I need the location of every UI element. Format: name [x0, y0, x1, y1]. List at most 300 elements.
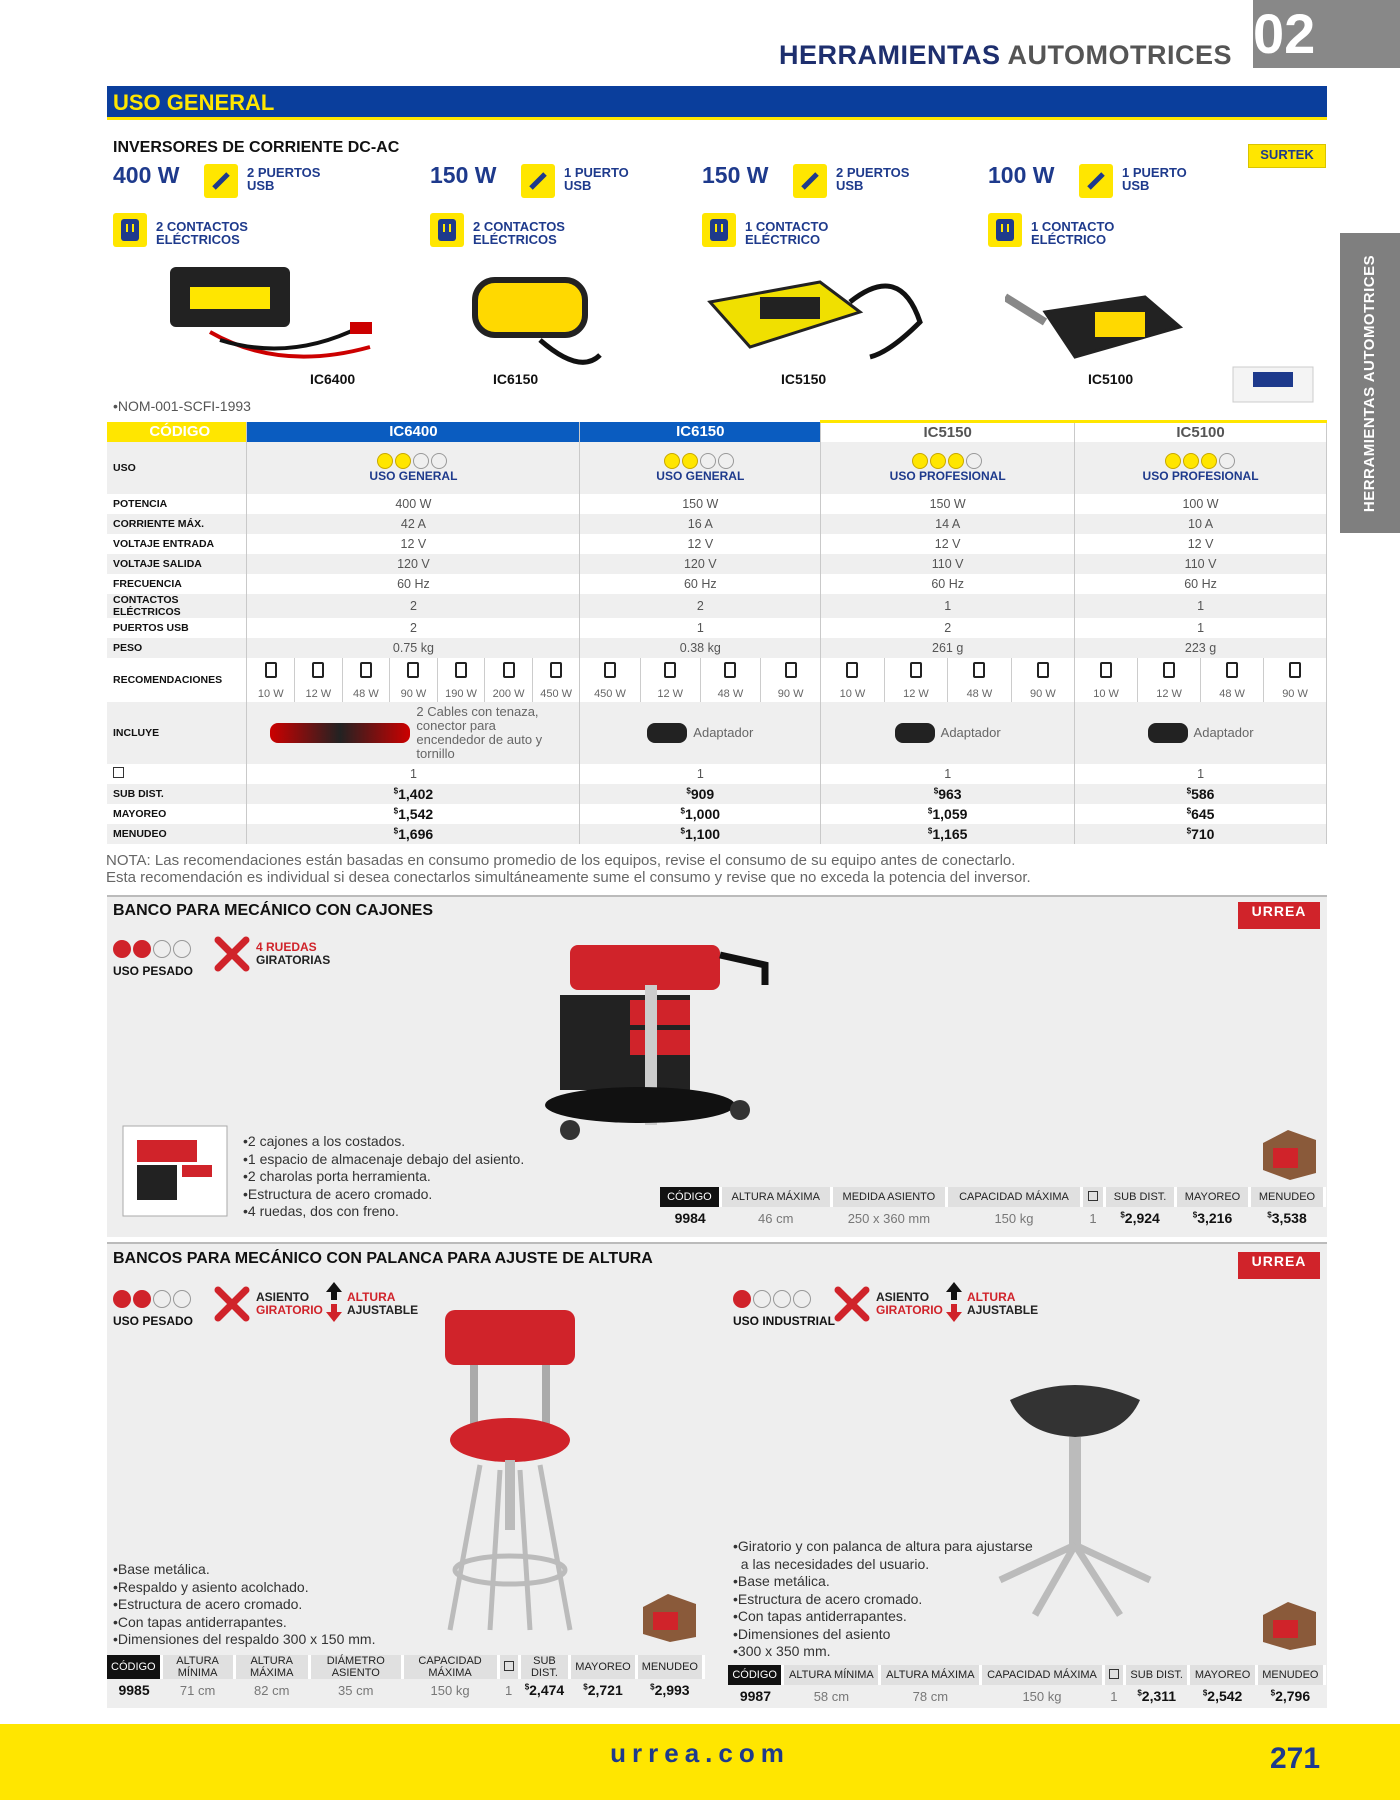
recom-watt: 48 W: [717, 687, 744, 700]
page-number: 271: [1270, 1742, 1321, 1775]
table-header: MENUDEO: [1250, 1187, 1325, 1207]
spec-recom: [247, 658, 580, 702]
table-header: DIÁMETRO ASIENTO: [309, 1655, 402, 1679]
price-cell: $1,542: [247, 804, 580, 824]
inverter-model-label: IC6150: [493, 371, 539, 387]
table-cell: $2,474: [524, 1682, 565, 1698]
recom-item: [701, 658, 761, 702]
spec-label: [107, 764, 247, 784]
spec-label: PESO: [107, 638, 247, 658]
recom-watt: 12 W: [305, 687, 332, 700]
spec-label: MENUDEO: [107, 824, 247, 844]
usb-icon: [204, 164, 238, 198]
spec-cell: 60 Hz: [1075, 574, 1327, 594]
catalog-title: [0, 40, 1232, 71]
usage-label: USO GENERAL: [656, 468, 745, 483]
device-icon: [1037, 662, 1049, 678]
spec-row: [107, 618, 1327, 638]
table-cell: $2,721: [583, 1682, 623, 1698]
stool-right-bullets: [733, 1538, 1033, 1661]
spec-label: CÓDIGO: [107, 422, 247, 442]
spec-cell: 1: [1075, 594, 1327, 618]
table-header: MAYOREO: [570, 1655, 636, 1679]
bullet-item: •Dimensiones del asiento: [733, 1625, 891, 1642]
device-icon: [360, 662, 372, 678]
stool-left-usage-label: USO PESADO: [113, 1314, 194, 1328]
table-header: CAPACIDAD MÁXIMA: [402, 1655, 498, 1679]
includes-text: 2 Cables con tenaza, conector para encendedor de auto y tornillo: [416, 703, 543, 761]
spec-label: CORRIENTE MÁX.: [107, 514, 247, 534]
price-cell: $1,402: [247, 784, 580, 804]
table-cell: $2,311: [1137, 1688, 1177, 1704]
table-header: MAYOREO: [1176, 1187, 1250, 1207]
table-header: ALTURA MÁXIMA: [234, 1655, 309, 1679]
recom-watt: 48 W: [1219, 687, 1245, 700]
bench-box-image: [1258, 1128, 1318, 1180]
usage-label: USO GENERAL: [369, 468, 458, 483]
bench-usage-rating: [113, 940, 193, 958]
table-header: CAPACIDAD MÁXIMA: [981, 1665, 1103, 1685]
bench-image: [540, 925, 770, 1155]
spec-includes: [1075, 702, 1327, 764]
recom-item: [533, 658, 580, 702]
spec-label: INCLUYE: [107, 702, 247, 764]
stool-right-feature-2: ALTURA AJUSTABLE: [967, 1290, 1039, 1317]
table-header: SUB DIST.: [519, 1655, 570, 1679]
spec-cell: 14 A: [821, 514, 1075, 534]
pack-icon: [1109, 1669, 1119, 1679]
pack-icon: [504, 1661, 514, 1671]
inverter-watt: 400 W: [113, 162, 180, 188]
bench-usage-label: USO PESADO: [113, 964, 194, 978]
table-cell: $2,924: [1120, 1210, 1160, 1226]
swivel-seat-icon-2: [832, 1284, 874, 1324]
spec-cell: 400 W: [247, 494, 580, 514]
price-cell: $645: [1075, 804, 1327, 824]
usage-label: USO PROFESIONAL: [1142, 468, 1259, 483]
price-cell: $586: [1075, 784, 1327, 804]
spec-recom: [580, 658, 821, 702]
inverter-model-label: IC6400: [310, 371, 356, 387]
spec-usage: [247, 442, 580, 494]
usb-icon: [521, 164, 555, 198]
recom-watt: 450 W: [594, 687, 626, 700]
outlet-icon: [430, 213, 464, 247]
recom-item: [485, 658, 533, 702]
usage-rating: [580, 453, 820, 469]
device-icon: [312, 662, 324, 678]
spec-cell: 1: [1075, 764, 1327, 784]
table-cell: $3,538: [1267, 1210, 1307, 1226]
recom-item: [1264, 658, 1326, 702]
spec-row: [107, 764, 1327, 784]
inverter-model-label: IC5150: [781, 371, 827, 387]
recom-item: [438, 658, 486, 702]
price-cell: $1,059: [821, 804, 1075, 824]
inverter-contacts-label: 2 CONTACTOS ELÉCTRICOS: [156, 219, 248, 247]
spec-cell: 42 A: [247, 514, 580, 534]
stool-right-box-image: [1258, 1600, 1318, 1650]
bullet-item: •4 ruedas, dos con freno.: [243, 1203, 399, 1219]
price-cell: $909: [580, 784, 821, 804]
inverter-model-label: IC5100: [1088, 371, 1134, 387]
outlet-icon: [113, 213, 147, 247]
chapter-number: 02: [1253, 0, 1400, 68]
recom-watt: 90 W: [1030, 687, 1056, 700]
spec-row: [107, 442, 1327, 494]
device-icon: [664, 662, 676, 678]
table-cell: 1: [504, 1682, 513, 1698]
recom-item: [1075, 658, 1138, 702]
surtek-logo: SURTEK: [1248, 144, 1326, 168]
spec-row: [107, 638, 1327, 658]
adapter-icon: [647, 723, 687, 743]
table-cell: $2,542: [1202, 1688, 1243, 1704]
swivel-wheels-icon: [212, 934, 254, 974]
bullet-item: •Giratorio y con palanca de altura para ajustarse: [733, 1538, 1033, 1554]
table-header: MEDIDA ASIENTO: [831, 1187, 947, 1207]
stool-9985-image: [430, 1305, 590, 1635]
spec-cell: 12 V: [1075, 534, 1327, 554]
inverter-contacts-label: 1 CONTACTO ELÉCTRICO: [1031, 219, 1115, 247]
bullet-item: •1 espacio de almacenaje debajo del asiento.: [243, 1150, 525, 1167]
spec-cell: 1: [821, 594, 1075, 618]
device-icon: [846, 662, 858, 678]
spec-cell: 12 V: [247, 534, 580, 554]
table-cell: $2,796: [1270, 1688, 1311, 1704]
spec-includes: [821, 702, 1075, 764]
table-header: SUB DIST.: [1124, 1665, 1188, 1685]
inverter-usb-label: 2 PUERTOS USB: [247, 165, 321, 193]
spec-cell: 12 V: [821, 534, 1075, 554]
table-header: CÓDIGO: [107, 1655, 161, 1679]
side-tab-label: HERRAMIENTAS AUTOMOTRICES: [1361, 254, 1379, 512]
bullet-item: •2 cajones a los costados.: [243, 1133, 406, 1149]
includes-text: Adaptador: [693, 724, 754, 740]
outlet-icon: [988, 213, 1022, 247]
device-icon: [724, 662, 736, 678]
price-cell: $1,165: [821, 824, 1075, 844]
bullet-item: •Estructura de acero cromado.: [733, 1590, 923, 1607]
recom-watt: 12 W: [903, 687, 929, 700]
adapter-icon: [1148, 723, 1188, 743]
spec-usage: [580, 442, 821, 494]
price-row: [107, 824, 1327, 844]
stool-left-usage-rating: [113, 1290, 193, 1308]
spec-label: PUERTOS USB: [107, 618, 247, 638]
stool-right-usage-rating: [733, 1290, 813, 1308]
recom-watt: 10 W: [1093, 687, 1119, 700]
stools-title: BANCOS PARA MECÁNICO CON PALANCA PARA AJUSTE DE ALTURA: [113, 1250, 653, 1267]
device-icon: [265, 662, 277, 678]
inverter-watt: 150 W: [702, 162, 769, 188]
spec-cell: 2: [580, 594, 821, 618]
device-icon: [910, 662, 922, 678]
inverter-usb-label: 1 PUERTO USB: [564, 165, 629, 193]
spec-cell: 100 W: [1075, 494, 1327, 514]
stool-right-feature-1: ASIENTO GIRATORIO: [876, 1290, 943, 1317]
spec-code: IC6150: [580, 422, 821, 442]
spec-cell: 1: [580, 764, 821, 784]
spec-header-row: [107, 422, 1327, 442]
table-header: CÓDIGO: [728, 1665, 783, 1685]
note-line-1: NOTA: Las recomendaciones están basadas en consumo promedio de los equipos, revise el consumo de su equipo antes de conectarlo.: [106, 852, 1016, 869]
price-cell: $1,696: [247, 824, 580, 844]
height-adjust-icon: [324, 1280, 344, 1324]
spec-row: [107, 494, 1327, 514]
spec-includes: [247, 702, 580, 764]
table-cell: 1: [1110, 1688, 1118, 1704]
usage-rating: [247, 453, 579, 469]
spec-recom: [1075, 658, 1327, 702]
adapter-icon: [895, 723, 935, 743]
recom-watt: 90 W: [400, 687, 427, 700]
bullet-item: •Con tapas antiderrapantes.: [113, 1613, 287, 1630]
recom-watt: 200 W: [492, 687, 525, 700]
device-icon: [1226, 662, 1238, 678]
table-cell: 150 kg: [430, 1682, 470, 1698]
table-cell: 9987: [739, 1688, 771, 1704]
spec-cell: 1: [1075, 618, 1327, 638]
stool-left-feature-2: ALTURA AJUSTABLE: [347, 1290, 419, 1317]
recom-item: [948, 658, 1011, 702]
section-bar: [107, 86, 1327, 120]
usb-icon: [793, 164, 827, 198]
device-icon: [973, 662, 985, 678]
device-icon: [455, 662, 467, 678]
bench-title: BANCO PARA MECÁNICO CON CAJONES: [113, 902, 434, 919]
table-cell: $3,216: [1192, 1210, 1233, 1226]
spec-cell: 1: [580, 618, 821, 638]
recom-watt: 90 W: [1282, 687, 1308, 700]
table-header: MENUDEO: [1256, 1665, 1324, 1685]
bullet-item: •Estructura de acero cromado.: [243, 1185, 433, 1202]
inverter-usb-label: 1 PUERTO USB: [1122, 165, 1187, 193]
spec-cell: 0.38 kg: [580, 638, 821, 658]
bullet-item: a las necesidades del usuario.: [733, 1555, 930, 1572]
price-row: [107, 804, 1327, 824]
inverter-usb-label: 2 PUERTOS USB: [836, 165, 910, 193]
price-cell: $963: [821, 784, 1075, 804]
table-header: [1081, 1187, 1104, 1207]
spec-cell: 1: [247, 764, 580, 784]
spec-code: IC5150: [821, 422, 1075, 442]
note-line-2: Esta recomendación es individual si desea conectarlos simultáneamente sume el consumo y revise que no exceda la potencia del inversor.: [106, 869, 1031, 886]
spec-recom: [821, 658, 1075, 702]
recom-watt: 10 W: [257, 687, 284, 700]
recom-item: [641, 658, 701, 702]
spec-row: [107, 702, 1327, 764]
spec-cell: 1: [821, 764, 1075, 784]
table-cell: 46 cm: [758, 1210, 794, 1226]
spec-cell: 60 Hz: [821, 574, 1075, 594]
spec-code: IC5100: [1075, 422, 1327, 442]
pack-icon: [1088, 1191, 1098, 1201]
device-icon: [1163, 662, 1175, 678]
recom-item: [247, 658, 295, 702]
title-light: AUTOMOTRICES: [1007, 40, 1232, 70]
recom-watt: 450 W: [540, 687, 573, 700]
stool-left-feature-1: ASIENTO GIRATORIO: [256, 1290, 323, 1317]
bullet-item: •Base metálica.: [733, 1573, 830, 1589]
device-icon: [407, 662, 419, 678]
table-cell: 82 cm: [254, 1682, 290, 1698]
spec-label: POTENCIA: [107, 494, 247, 514]
spec-label: RECOMENDACIONES: [107, 658, 247, 702]
bullet-item: •Con tapas antiderrapantes.: [733, 1608, 907, 1624]
price-row: [107, 784, 1327, 804]
table-cell: 35 cm: [338, 1682, 374, 1698]
urrea-logo: URREA: [1238, 902, 1320, 929]
spec-code: IC6400: [247, 422, 580, 442]
includes-text: Adaptador: [940, 724, 1001, 740]
spec-label: MAYOREO: [107, 804, 247, 824]
recom-item: [343, 658, 391, 702]
table-header: MENUDEO: [636, 1655, 703, 1679]
table-header: ALTURA MÍNIMA: [783, 1665, 880, 1685]
device-icon: [1289, 662, 1301, 678]
table-cell: 9985: [118, 1682, 150, 1698]
spec-usage: [1075, 442, 1327, 494]
recom-item: [390, 658, 438, 702]
price-cell: $1,000: [580, 804, 821, 824]
stool-right-price-table: [728, 1665, 1326, 1707]
inverter-ic6400-image: [160, 252, 390, 382]
table-header: ALTURA MÍNIMA: [161, 1655, 234, 1679]
table-cell: 250 x 360 mm: [847, 1210, 931, 1226]
table-header: MAYOREO: [1189, 1665, 1256, 1685]
price-cell: $710: [1075, 824, 1327, 844]
table-header: SUB DIST.: [1105, 1187, 1176, 1207]
spec-cell: 223 g: [1075, 638, 1327, 658]
inverter-spec-table: [107, 420, 1327, 844]
stool-right-usage-label: USO INDUSTRIAL: [733, 1314, 835, 1328]
spec-cell: 60 Hz: [580, 574, 821, 594]
inverters-title: INVERSORES DE CORRIENTE DC-AC: [113, 139, 400, 156]
spec-usage: [821, 442, 1075, 494]
inverter-ic5150-image: [700, 262, 930, 372]
height-adjust-icon-2: [944, 1280, 964, 1324]
spec-cell: 150 W: [821, 494, 1075, 514]
recom-item: [761, 658, 820, 702]
device-icon: [785, 662, 797, 678]
inverter-ic6150-image: [460, 255, 610, 380]
table-cell: 150 kg: [994, 1210, 1034, 1226]
spec-label: CONTACTOS ELÉCTRICOS: [107, 594, 247, 618]
recom-item: [821, 658, 884, 702]
spec-cell: 120 V: [247, 554, 580, 574]
spec-row: [107, 594, 1327, 618]
recom-watt: 12 W: [1156, 687, 1182, 700]
spec-cell: 60 Hz: [247, 574, 580, 594]
spec-label: SUB DIST.: [107, 784, 247, 804]
table-header: CAPACIDAD MÁXIMA: [947, 1187, 1082, 1207]
spec-label: FRECUENCIA: [107, 574, 247, 594]
spec-row: [107, 514, 1327, 534]
table-cell: 1: [1089, 1210, 1097, 1226]
includes-text: Adaptador: [1193, 724, 1254, 740]
table-header: [498, 1655, 519, 1679]
recom-item: [295, 658, 343, 702]
section-title: USO GENERAL: [113, 90, 275, 115]
table-cell: 58 cm: [813, 1688, 850, 1704]
norm-label: •NOM-001-SCFI-1993: [113, 398, 251, 414]
table-header: CÓDIGO: [660, 1187, 720, 1207]
table-cell: 9984: [674, 1210, 706, 1226]
cables-icon: [270, 723, 410, 743]
device-icon: [503, 662, 515, 678]
spec-cell: 110 V: [821, 554, 1075, 574]
table-cell: $2,993: [650, 1682, 690, 1698]
spec-label: VOLTAJE SALIDA: [107, 554, 247, 574]
spec-row: [107, 554, 1327, 574]
bullet-item: •Respaldo y asiento acolchado.: [113, 1578, 309, 1595]
stool-left-price-table: [107, 1655, 705, 1701]
spec-cell: 2: [247, 594, 580, 618]
table-header: ALTURA MÁXIMA: [880, 1665, 981, 1685]
spec-cell: 261 g: [821, 638, 1075, 658]
inverter-watt: 100 W: [988, 162, 1055, 188]
table-cell: 78 cm: [912, 1688, 949, 1704]
bench-feature: 4 RUEDAS GIRATORIAS: [256, 940, 331, 967]
bullet-item: •Estructura de acero cromado.: [113, 1596, 303, 1612]
stool-left-box-image: [638, 1592, 698, 1642]
swivel-seat-icon: [212, 1284, 254, 1324]
bench-detail-image: [122, 1125, 228, 1217]
spec-cell: 12 V: [580, 534, 821, 554]
spec-cell: 120 V: [580, 554, 821, 574]
bench-bullets: [243, 1133, 524, 1221]
recom-watt: 12 W: [657, 687, 684, 700]
recom-item: [1201, 658, 1264, 702]
pack-icon: [113, 767, 124, 778]
recom-watt: 10 W: [839, 687, 866, 700]
recom-item: [1012, 658, 1074, 702]
usb-icon: [1079, 164, 1113, 198]
footer-url[interactable]: urrea.com: [610, 1738, 790, 1768]
table-cell: 71 cm: [179, 1682, 216, 1698]
urrea-logo-2: URREA: [1238, 1252, 1320, 1279]
bullet-item: •2 charolas porta herramienta.: [243, 1168, 431, 1184]
usage-rating: [821, 453, 1074, 469]
price-cell: $1,100: [580, 824, 821, 844]
device-icon: [604, 662, 616, 678]
stool-left-bullets: [113, 1561, 375, 1649]
table-cell: 150 kg: [1022, 1688, 1062, 1704]
recom-watt: 90 W: [777, 687, 804, 700]
spec-cell: 110 V: [1075, 554, 1327, 574]
bullet-item: •Dimensiones del respaldo 300 x 150 mm.: [113, 1631, 376, 1647]
recom-watt: 48 W: [353, 687, 379, 700]
spec-cell: 2: [247, 618, 580, 638]
bullet-item: •Base metálica.: [113, 1561, 210, 1577]
table-header: [1103, 1665, 1124, 1685]
recom-item: [580, 658, 640, 702]
recom-watt: 190 W: [445, 687, 477, 700]
spec-cell: 16 A: [580, 514, 821, 534]
spec-row: [107, 658, 1327, 702]
recom-watt: 48 W: [966, 687, 993, 700]
packaging-box-image: [1228, 357, 1320, 407]
recom-item: [885, 658, 948, 702]
device-icon: [1100, 662, 1112, 678]
usage-label: USO PROFESIONAL: [889, 468, 1006, 483]
outlet-icon: [702, 213, 736, 247]
inverter-ic5100-image: [1005, 272, 1185, 372]
spec-includes: [580, 702, 821, 764]
recom-item: [1138, 658, 1201, 702]
spec-cell: 0.75 kg: [247, 638, 580, 658]
